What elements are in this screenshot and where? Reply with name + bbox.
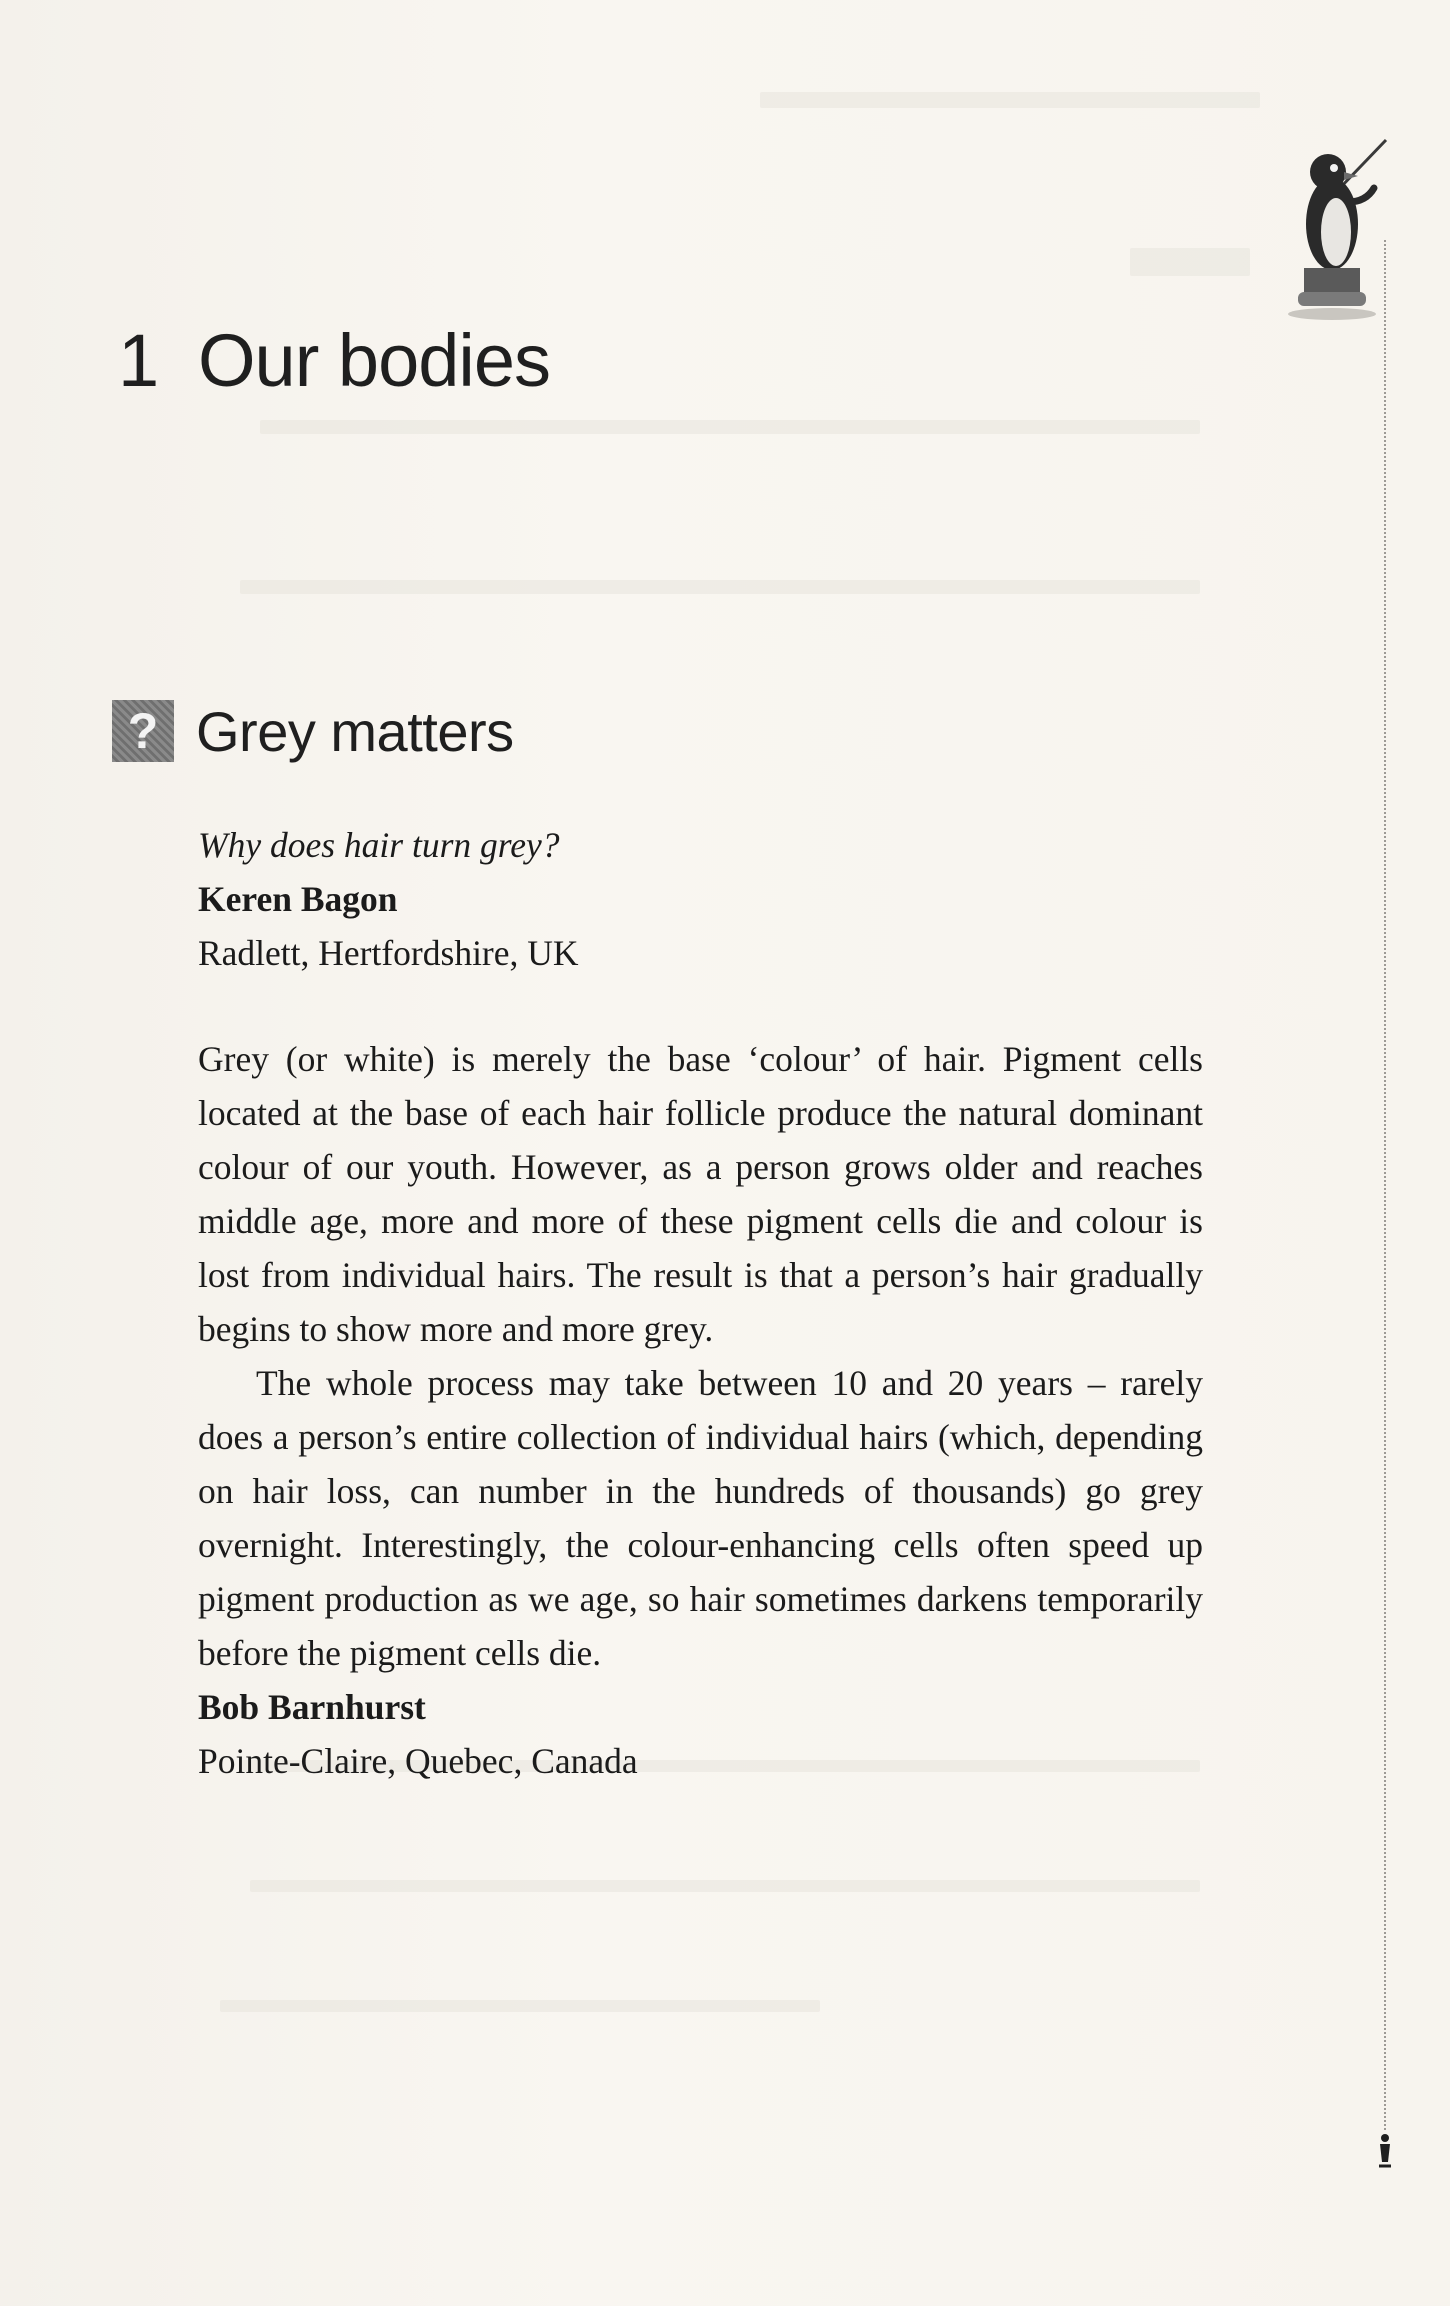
bleed-through-line (220, 2000, 820, 2012)
chapter-title: Our bodies (198, 319, 550, 402)
penguin-small-icon (1376, 2132, 1394, 2170)
chapter-heading (118, 318, 550, 403)
entry-body (198, 818, 1203, 1788)
asker-location: Radlett, Hertfordshire, UK (198, 933, 579, 973)
bleed-through-line (250, 1880, 1200, 1892)
flipbook-dotted-edge (1384, 240, 1386, 2130)
asker-name: Keren Bagon (198, 879, 398, 919)
answerer-name: Bob Barnhurst (198, 1687, 426, 1727)
section-heading (112, 696, 514, 766)
question-text: Why does hair turn grey? (198, 825, 560, 865)
bleed-through-line (260, 420, 1200, 434)
answer-paragraph-1: Grey (or white) is merely the base ‘colour’ of hair. Pigment cells located at the base of each hair follicle produce the natural dominant colour of our youth. However, as a person grows older and reaches middle age, more and more of these pigment cells die and colour is lost from individual hairs. The result is that a person’s hair gradually begins to show more and more grey. (198, 1039, 1203, 1349)
bleed-through-line (240, 580, 1200, 594)
spacer (198, 980, 1203, 1032)
chapter-number: 1 (118, 319, 159, 402)
question-mark-icon: ? (112, 700, 174, 762)
bleed-through-line (1130, 248, 1250, 276)
penguin-icon (1278, 132, 1390, 322)
section-title: Grey matters (196, 699, 514, 763)
answerer-location: Pointe-Claire, Quebec, Canada (198, 1741, 638, 1781)
answer-paragraph-2: The whole process may take between 10 and 20 years – rarely does a person’s entire collection of individual hairs (which, depending on hair loss, can number in the hundreds of thousands) go grey overnight. Interestingly, the colour-enhancing cells often speed up pigment production as we age, so hair sometimes darkens temporarily before the pigment cells die. (198, 1363, 1203, 1673)
bleed-through-line (760, 92, 1260, 108)
